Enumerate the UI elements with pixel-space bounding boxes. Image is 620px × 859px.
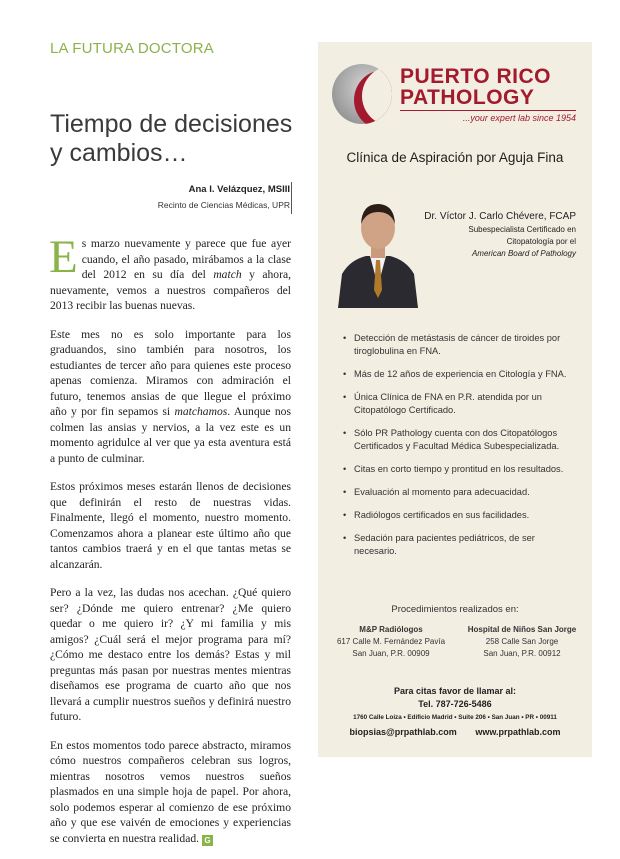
drop-cap: E [49,231,78,283]
author-affiliation: Recinto de Ciencias Médicas, UPR [157,200,290,210]
contact-links [318,727,592,737]
list-item: • Más de 12 años de experiencia en Citología y FNA. [340,368,580,381]
paragraph-2-end: . Aunque nos colmen las ansias y nervios, a la vez este es un momento agridulce al ver que ya esta aventura está a punto de culminar. [50,405,291,465]
article-body [49,231,291,859]
matchamos-term: matchamos [174,405,228,418]
byline-divider [291,182,292,214]
email-link[interactable]: biopsias@prpathlab.com [349,727,457,737]
list-item: • Sólo PR Pathology cuenta con dos Citopatólogos Certificados y Facultad Médica Subespecializada. [340,427,580,453]
site-name: Hospital de Niños San Jorge [467,625,577,634]
advertisement [318,42,592,757]
brand-name-line-2: PATHOLOGY [400,86,535,109]
paragraph-5 [50,738,291,847]
author-name: Ana I. Velázquez, MSIII [188,184,290,195]
site-address: 617 Calle M. Fernández Pavía [336,637,446,646]
list-item: • Única Clínica de FNA en P.R. atendida por un Citopatólogo Certificado. [340,391,580,417]
list-item: • Radiólogos certificados en sus facilidades. [340,509,580,522]
clinic-title: Clínica de Aspiración por Aguja Fina [346,150,564,165]
section-label: LA FUTURA DOCTORA [50,40,214,57]
doctor-credential-1: Subespecialista Certificado en [468,225,576,234]
brand-tagline: ...your expert lab since 1954 [462,113,576,123]
procedures-title: Procedimientos realizados en: [391,604,519,615]
paragraph-1-end: y ahora, nuevamente, vemos a nuestros compañeros del 2013 recibir las buenas nuevas. [50,268,291,312]
list-item: • Sedación para pacientes pediátricos, de ser necesario. [340,532,580,558]
phone-number: Tel. 787-726-5486 [418,699,492,709]
doctor-name: Dr. Víctor J. Carlo Chévere, FCAP [424,211,576,222]
end-mark-icon: G [202,835,213,846]
doctor-board: American Board of Pathology [471,249,576,258]
site-name: M&P Radiólogos [359,625,423,634]
website-link[interactable]: www.prpathlab.com [475,727,561,737]
site-city: San Juan, P.R. 00912 [483,649,561,658]
site-mp-radiologos [328,624,454,660]
paragraph-5-text: En estos momentos todo parece abstracto, miramos cómo nuestros compañeros celebran sus logros, mientras nosotros vemos nuestros sueños plasmados en una simple hoja de papel. Por ahora, solo podemos esperar al comienzo de ese próximo año y que ese vaivén de emociones y experiencias se convierta en nuestra realidad. [50,738,291,845]
paragraph-4: Pero a la vez, las dudas nos acechan. ¿Qué quiero ser? ¿Dónde me quiero entrenar? ¿Me quiero quedar o me quiero ir? ¿Y mi familia y mis amigos? ¿Cuál será el mejor programa para mí? ¿Cómo me destaco entre los demás? Estas y mil preguntas más pasan por nuestras mentes mientras diseñamos ese programa de cuarto año que nos llevará a cumplir nuestros sueños y definirá nuestro futuro. [50,586,291,723]
paragraph-1 [49,231,291,314]
doctor-credential-2: Citopatología por el [506,237,576,246]
list-item: • Citas en corto tiempo y prontitud en los resultados. [340,463,580,476]
paragraph-1-text: s marzo nuevamente y parece que fue ayer cuando, el año pasado, mirábamos a la clase del 2012 en su día del [81,237,291,281]
article-title [50,110,310,168]
byline [158,183,290,212]
site-address: 258 Calle San Jorge [485,637,559,646]
pathology-logo-icon [332,64,392,124]
match-term: match [213,268,242,281]
title-line-1: Tiempo de decisiones [50,110,293,138]
list-item: • Evaluación al momento para adecuacidad. [340,486,580,499]
brand-name-line-1: PUERTO RICO [400,65,551,88]
site-city: San Juan, P.R. 00909 [352,649,430,658]
paragraph-3: Estos próximos meses estarán llenos de decisiones que definirán el resto de nuestras vidas. Finalmente, llegó el momento, nuestro momento. Comenzamos ahora a planear este último año que tantos cambios traerá y en el que tantas metas se alcanzarán. [50,480,291,571]
call-info [318,685,592,711]
services-list [340,332,580,568]
site-hospital-san-jorge [458,624,586,660]
doctor-photo [336,190,420,308]
paragraph-2 [50,327,291,467]
brand-divider [400,110,576,111]
list-item: • Detección de metástasis de cáncer de tiroides por tiroglobulina en FNA. [340,332,580,358]
call-label: Para citas favor de llamar al: [393,686,517,696]
office-address: 1760 Calle Loíza • Edificio Madrid • Suite 206 • San Juan • PR • 00911 [353,714,557,721]
title-line-2: y cambios… [50,139,188,167]
paragraph-2-text: Este mes no es solo importante para los graduandos, sino también para nosotros, los estudiantes de tercer año para quienes este proceso apenas comienza. Miramos con admiración el futuro, tenemos ansias de que llegue el próximo año y por fin sepamos si [50,327,291,418]
doctor-info [424,210,576,260]
